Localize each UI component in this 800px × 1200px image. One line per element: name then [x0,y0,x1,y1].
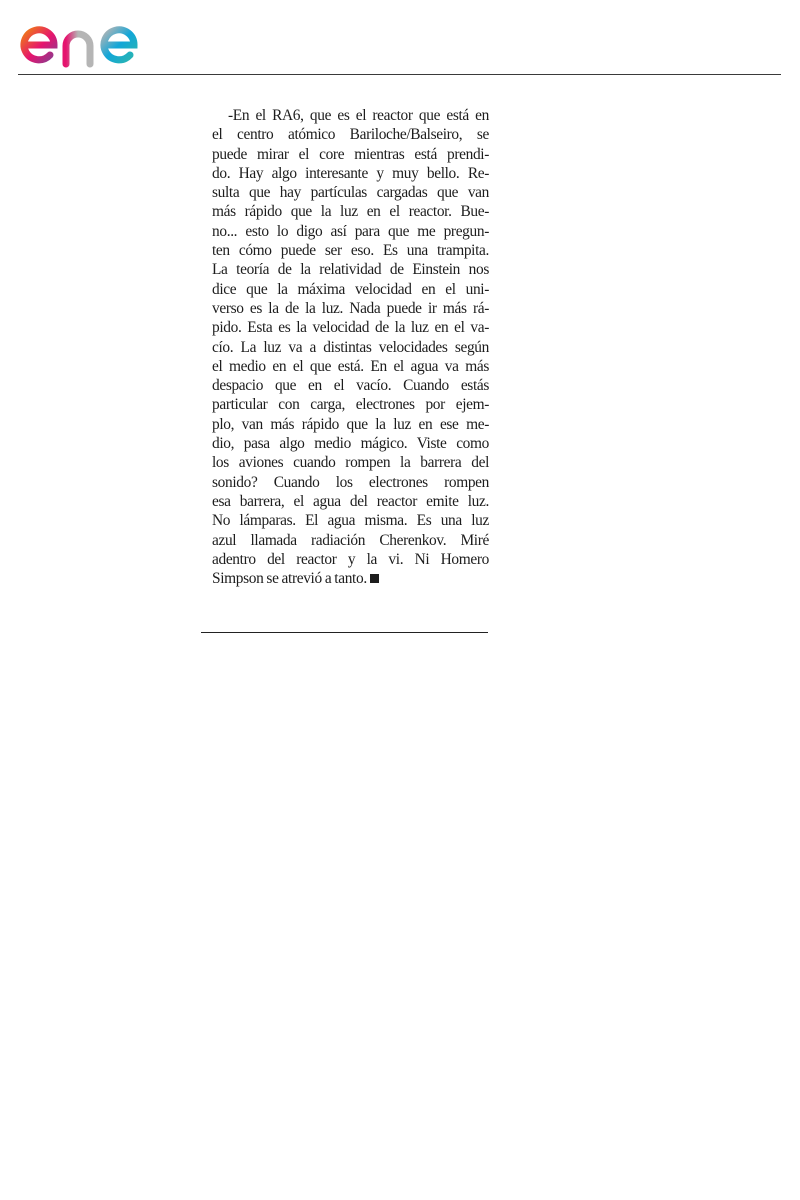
logo-letter-e-second [104,30,134,60]
article-line: La teoría de la relatividad de Einstein nos [212,261,489,279]
header-divider [18,74,781,75]
article-line: el centro atómico Bariloche/Balseiro, se [212,126,489,144]
logo-letter-n [66,34,90,64]
article-line: plo, van más rápido que la luz en ese me- [212,415,489,433]
article-body [212,106,489,588]
article-line: despacio que en el vacío. Cuando estás [212,377,489,395]
article-line: -En el RA6, que es el reactor que está en [228,107,489,124]
article-line: esa barrera, el agua del reactor emite luz. [212,492,489,510]
article-line-last [212,569,489,588]
article-line: pido. Esta es la velocidad de la luz en el va- [212,319,489,337]
article-line: dice que la máxima velocidad en el uni- [212,280,489,298]
article-line: particular con carga, electrones por ejem- [212,396,489,414]
article-line: más rápido que la luz en el reactor. Bue- [212,203,489,221]
article-line: No lámparas. El agua misma. Es una luz [212,512,489,530]
article-line: sonido? Cuando los electrones rompen [212,473,489,491]
article-line: adentro del reactor y la vi. Ni Homero [212,550,489,568]
end-of-article-mark [370,574,379,583]
article-line: ten cómo puede ser eso. Es una trampita. [212,242,489,260]
logo-letter-e [24,30,54,60]
article-end-divider [201,632,488,633]
article-line: puede mirar el core mientras está prendi- [212,145,489,163]
article-line: azul llamada radiación Cherenkov. Miré [212,531,489,549]
article-line: no... esto lo digo así para que me pregun- [212,222,489,240]
article-line: cío. La luz va a distintas velocidades según [212,338,489,356]
enel-logo [16,8,172,68]
article-line: el medio en el que está. En el agua va más [212,357,489,375]
article-line: dio, pasa algo medio mágico. Viste como [212,435,489,453]
page-header [0,0,800,76]
article-line: los aviones cuando rompen la barrera del [212,454,489,472]
article-line: sulta que hay partículas cargadas que van [212,184,489,202]
article-line-last-text: Simpson se atrevió a tanto. [212,570,367,588]
article-line: verso es la de la luz. Nada puede ir más rá- [212,299,489,317]
article-line: do. Hay algo interesante y muy bello. Re- [212,164,489,182]
